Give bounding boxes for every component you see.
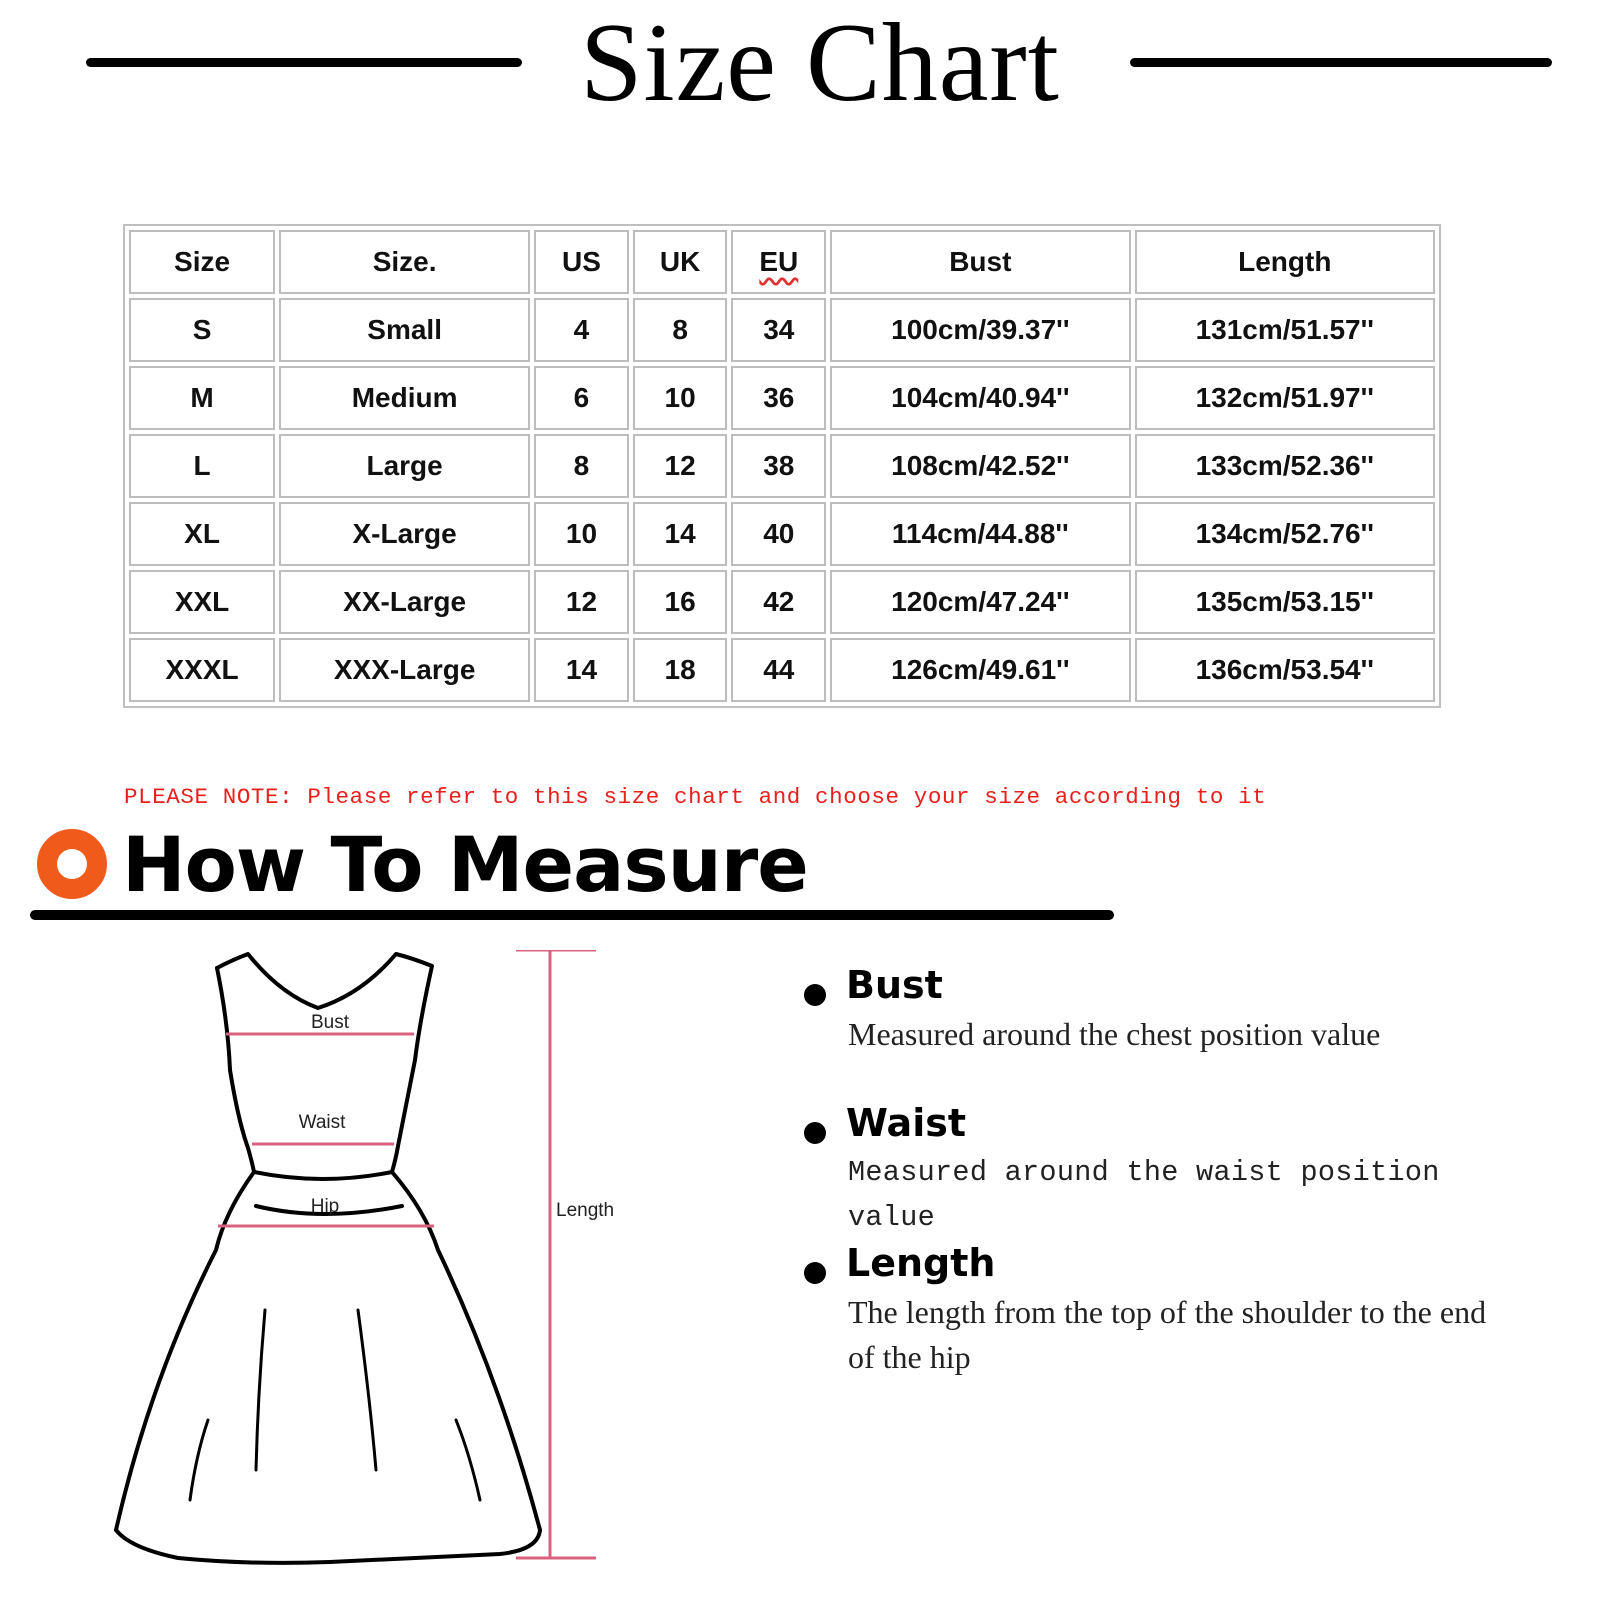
- table-cell: XXX-Large: [279, 638, 530, 702]
- page-title: Size Chart: [580, 1, 1060, 125]
- column-header: UK: [633, 230, 728, 294]
- bullet-icon: [804, 1262, 826, 1284]
- table-cell: Medium: [279, 366, 530, 430]
- column-header: US: [534, 230, 629, 294]
- table-cell: XL: [129, 502, 275, 566]
- table-cell: 8: [633, 298, 728, 362]
- table-cell: 4: [534, 298, 629, 362]
- bust-title: Bust: [846, 963, 943, 1007]
- table-row: [129, 366, 1435, 430]
- bust-label: Bust: [310, 1012, 350, 1033]
- table-cell: 14: [633, 502, 728, 566]
- length-label: Length: [556, 1200, 615, 1221]
- column-header: Size.: [279, 230, 530, 294]
- bust-description: Measured around the chest position value: [848, 1016, 1381, 1052]
- title-rule-right: [1130, 58, 1552, 67]
- heading-underline: [30, 910, 1114, 920]
- table-cell: 132cm/51.97'': [1135, 366, 1435, 430]
- table-cell: 6: [534, 366, 629, 430]
- table-cell: 120cm/47.24'': [830, 570, 1130, 634]
- table-cell: 10: [633, 366, 728, 430]
- column-header: Length: [1135, 230, 1435, 294]
- column-header-label: EU: [759, 246, 799, 277]
- table-cell: 134cm/52.76'': [1135, 502, 1435, 566]
- table-cell: XXL: [129, 570, 275, 634]
- waistband-top: [254, 1172, 392, 1179]
- table-cell: M: [129, 366, 275, 430]
- table-row: [129, 570, 1435, 634]
- orange-ring-icon: [36, 828, 108, 900]
- table-cell: S: [129, 298, 275, 362]
- table-cell: Small: [279, 298, 530, 362]
- table-cell: XX-Large: [279, 570, 530, 634]
- table-cell: 34: [731, 298, 826, 362]
- column-header: [731, 230, 826, 294]
- length-title: Length: [846, 1241, 996, 1285]
- table-row: [129, 502, 1435, 566]
- bullet-icon: [804, 984, 826, 1006]
- table-cell: 12: [534, 570, 629, 634]
- table-cell: XXXL: [129, 638, 275, 702]
- dress-hem: [116, 1530, 540, 1563]
- title-rule-left: [86, 58, 522, 67]
- table-row: [129, 298, 1435, 362]
- please-note-text: PLEASE NOTE: Please refer to this size chart and choose your size according to it: [124, 784, 1267, 810]
- table-cell: 133cm/52.36'': [1135, 434, 1435, 498]
- table-header-row: [129, 230, 1435, 294]
- table-cell: 36: [731, 366, 826, 430]
- waist-description: Measured around the waist position value: [848, 1156, 1440, 1234]
- table-row: [129, 638, 1435, 702]
- table-cell: Large: [279, 434, 530, 498]
- table-cell: 100cm/39.37'': [830, 298, 1130, 362]
- dress-outline-left: [116, 968, 254, 1530]
- table-cell: 18: [633, 638, 728, 702]
- bullet-icon: [804, 1122, 826, 1144]
- column-header: Size: [129, 230, 275, 294]
- waist-title: Waist: [846, 1101, 967, 1145]
- dress-outline-right: [217, 954, 540, 1530]
- column-header: Bust: [830, 230, 1130, 294]
- table-cell: 136cm/53.54'': [1135, 638, 1435, 702]
- table-cell: 126cm/49.61'': [830, 638, 1130, 702]
- table-cell: 42: [731, 570, 826, 634]
- hip-label: Hip: [310, 1196, 340, 1217]
- table-cell: 40: [731, 502, 826, 566]
- dress-diagram: [100, 950, 660, 1590]
- length-description: The length from the top of the shoulder to the end of the hip: [848, 1294, 1487, 1375]
- table-cell: 135cm/53.15'': [1135, 570, 1435, 634]
- table-row: [129, 434, 1435, 498]
- how-to-measure-heading: How To Measure: [122, 820, 808, 909]
- table-cell: 104cm/40.94'': [830, 366, 1130, 430]
- table-cell: 108cm/42.52'': [830, 434, 1130, 498]
- table-cell: 131cm/51.57'': [1135, 298, 1435, 362]
- waist-label: Waist: [298, 1112, 346, 1133]
- table-cell: X-Large: [279, 502, 530, 566]
- table-cell: 114cm/44.88'': [830, 502, 1130, 566]
- table-cell: 38: [731, 434, 826, 498]
- table-cell: 12: [633, 434, 728, 498]
- table-cell: 16: [633, 570, 728, 634]
- size-table: [123, 224, 1441, 708]
- table-cell: L: [129, 434, 275, 498]
- table-cell: 14: [534, 638, 629, 702]
- table-cell: 44: [731, 638, 826, 702]
- table-cell: 10: [534, 502, 629, 566]
- table-cell: 8: [534, 434, 629, 498]
